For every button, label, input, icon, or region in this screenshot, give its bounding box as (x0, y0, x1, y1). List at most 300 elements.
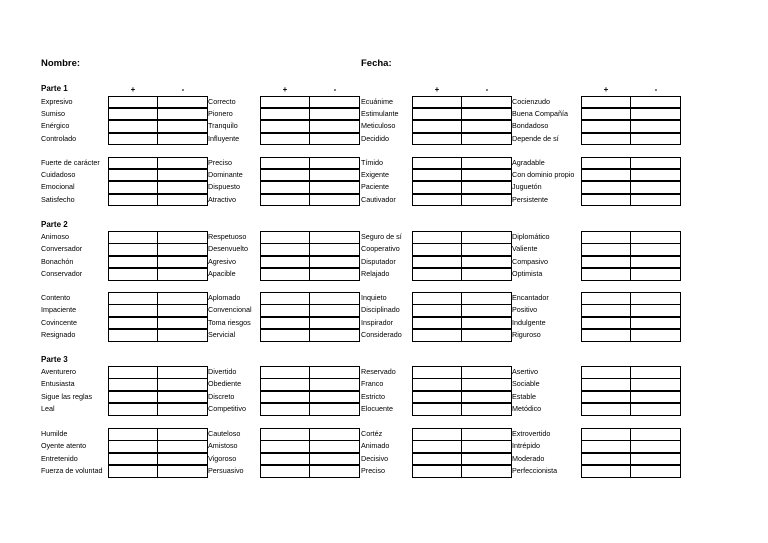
plus-score-cell[interactable] (412, 292, 462, 305)
minus-score-cell[interactable] (461, 329, 512, 342)
trait-word: Divertido (208, 367, 237, 376)
trait-word: Inspirador (361, 317, 393, 327)
plus-score-cell[interactable] (260, 428, 310, 441)
plus-score-cell[interactable] (260, 329, 310, 342)
plus-score-cell[interactable] (581, 403, 631, 416)
plus-score-cell[interactable] (108, 453, 158, 466)
trait-word: Cortéz (361, 429, 383, 438)
minus-score-cell[interactable] (157, 157, 208, 170)
trait-word: Persistente (512, 194, 548, 204)
minus-column-label: - (333, 85, 337, 94)
minus-score-cell[interactable] (461, 403, 512, 416)
part-title: Parte 2 (41, 220, 68, 229)
minus-score-cell[interactable] (309, 157, 360, 170)
plus-score-cell[interactable] (581, 317, 631, 330)
minus-score-cell[interactable] (461, 317, 512, 330)
minus-score-cell[interactable] (309, 329, 360, 342)
minus-score-cell[interactable] (630, 243, 681, 256)
minus-score-cell[interactable] (461, 231, 512, 244)
trait-word: Resignado (41, 330, 76, 340)
plus-score-cell[interactable] (581, 108, 631, 121)
trait-word: Humilde (41, 429, 68, 438)
plus-score-cell[interactable] (260, 440, 310, 453)
minus-score-cell[interactable] (157, 96, 208, 109)
plus-score-cell[interactable] (412, 96, 462, 109)
trait-word: Discreto (208, 391, 235, 401)
trait-word: Amistoso (208, 441, 238, 451)
minus-score-cell[interactable] (461, 96, 512, 109)
trait-word: Dispuesto (208, 182, 240, 192)
minus-score-cell[interactable] (461, 108, 512, 121)
plus-score-cell[interactable] (260, 133, 310, 146)
plus-score-cell[interactable] (581, 378, 631, 391)
trait-word: Agradable (512, 157, 545, 167)
trait-word: Metódico (512, 404, 542, 414)
plus-score-cell[interactable] (260, 304, 310, 317)
minus-score-cell[interactable] (309, 133, 360, 146)
minus-score-cell[interactable] (309, 317, 360, 330)
minus-score-cell[interactable] (157, 403, 208, 416)
trait-word: Conservador (41, 269, 83, 279)
trait-word: Servicial (208, 330, 236, 340)
minus-score-cell[interactable] (309, 120, 360, 133)
plus-score-cell[interactable] (108, 108, 158, 121)
minus-score-cell[interactable] (157, 169, 208, 182)
trait-word: Cocienzudo (512, 96, 550, 106)
plus-score-cell[interactable] (581, 329, 631, 342)
minus-score-cell[interactable] (630, 465, 681, 478)
trait-word: Obediente (208, 379, 242, 389)
plus-column-label: + (282, 85, 288, 94)
minus-score-cell[interactable] (309, 169, 360, 182)
trait-word: Con dominio propio (512, 169, 575, 179)
trait-word: Buena Compañía (512, 108, 568, 118)
minus-score-cell[interactable] (157, 133, 208, 146)
plus-score-cell[interactable] (412, 403, 462, 416)
trait-word: Disciplinado (361, 305, 400, 315)
plus-column-label: + (130, 85, 136, 94)
trait-word: Juguetón (512, 182, 542, 192)
trait-word: Pionero (208, 108, 233, 118)
trait-word: Relajado (361, 269, 390, 279)
plus-score-cell[interactable] (260, 403, 310, 416)
trait-word: Bonachón (41, 256, 74, 266)
plus-column-label: + (434, 85, 440, 94)
trait-word: Competitivo (208, 404, 246, 414)
minus-score-cell[interactable] (309, 194, 360, 207)
trait-word: Estimulante (361, 108, 399, 118)
minus-score-cell[interactable] (461, 428, 512, 441)
plus-score-cell[interactable] (108, 317, 158, 330)
minus-score-cell[interactable] (309, 181, 360, 194)
trait-word: Toma riesgos (208, 317, 251, 327)
plus-score-cell[interactable] (260, 292, 310, 305)
trait-word: Sociable (512, 379, 540, 389)
part-title: Parte 1 (41, 84, 68, 93)
plus-score-cell[interactable] (581, 428, 631, 441)
minus-score-cell[interactable] (157, 453, 208, 466)
trait-word: Estricto (361, 391, 385, 401)
trait-word: Animado (361, 441, 390, 451)
plus-score-cell[interactable] (108, 329, 158, 342)
trait-word: Cautivador (361, 194, 396, 204)
trait-word: Estable (512, 391, 536, 401)
minus-score-cell[interactable] (630, 96, 681, 109)
minus-score-cell[interactable] (630, 169, 681, 182)
plus-score-cell[interactable] (581, 292, 631, 305)
minus-score-cell[interactable] (309, 378, 360, 391)
minus-score-cell[interactable] (309, 453, 360, 466)
date-label: Fecha: (361, 58, 392, 69)
trait-word: Depende de sí (512, 133, 559, 143)
minus-score-cell[interactable] (157, 304, 208, 317)
minus-score-cell[interactable] (630, 403, 681, 416)
plus-score-cell[interactable] (412, 366, 462, 379)
plus-score-cell[interactable] (260, 378, 310, 391)
plus-score-cell[interactable] (412, 453, 462, 466)
plus-score-cell[interactable] (581, 231, 631, 244)
plus-score-cell[interactable] (260, 194, 310, 207)
plus-score-cell[interactable] (581, 465, 631, 478)
plus-score-cell[interactable] (108, 256, 158, 269)
trait-word: Impaciente (41, 305, 77, 315)
minus-score-cell[interactable] (461, 440, 512, 453)
plus-score-cell[interactable] (260, 317, 310, 330)
minus-score-cell[interactable] (157, 231, 208, 244)
minus-score-cell[interactable] (461, 120, 512, 133)
trait-word: Covincente (41, 317, 77, 327)
minus-score-cell[interactable] (309, 96, 360, 109)
minus-score-cell[interactable] (157, 268, 208, 281)
plus-score-cell[interactable] (108, 391, 158, 404)
plus-score-cell[interactable] (581, 133, 631, 146)
plus-score-cell[interactable] (260, 453, 310, 466)
minus-score-cell[interactable] (630, 329, 681, 342)
trait-word: Contento (41, 293, 71, 302)
minus-score-cell[interactable] (630, 194, 681, 207)
plus-score-cell[interactable] (260, 108, 310, 121)
plus-score-cell[interactable] (260, 157, 310, 170)
trait-word: Correcto (208, 96, 236, 106)
minus-score-cell[interactable] (461, 243, 512, 256)
trait-word: Encantador (512, 293, 549, 302)
plus-score-cell[interactable] (108, 96, 158, 109)
part-title: Parte 3 (41, 355, 68, 364)
minus-score-cell[interactable] (630, 231, 681, 244)
plus-score-cell[interactable] (108, 268, 158, 281)
trait-word: Atractivo (208, 194, 236, 204)
plus-score-cell[interactable] (412, 231, 462, 244)
minus-score-cell[interactable] (630, 440, 681, 453)
minus-score-cell[interactable] (309, 243, 360, 256)
minus-score-cell[interactable] (461, 169, 512, 182)
trait-word: Elocuente (361, 404, 393, 414)
trait-word: Decisivo (361, 453, 389, 463)
plus-score-cell[interactable] (260, 391, 310, 404)
minus-score-cell[interactable] (309, 268, 360, 281)
minus-score-cell[interactable] (157, 440, 208, 453)
trait-word: Considerado (361, 330, 402, 340)
plus-score-cell[interactable] (260, 465, 310, 478)
plus-score-cell[interactable] (108, 366, 158, 379)
trait-word: Positivo (512, 305, 538, 315)
minus-score-cell[interactable] (157, 181, 208, 194)
trait-word: Paciente (361, 182, 389, 192)
minus-score-cell[interactable] (309, 465, 360, 478)
trait-word: Persuasivo (208, 466, 244, 476)
minus-score-cell[interactable] (157, 465, 208, 478)
plus-score-cell[interactable] (108, 120, 158, 133)
plus-score-cell[interactable] (581, 440, 631, 453)
plus-score-cell[interactable] (108, 194, 158, 207)
plus-score-cell[interactable] (412, 428, 462, 441)
trait-word: Aplomado (208, 293, 241, 302)
trait-word: Oyente atento (41, 441, 87, 451)
trait-word: Reservado (361, 367, 396, 376)
minus-score-cell[interactable] (157, 243, 208, 256)
trait-word: Enérgico (41, 121, 70, 131)
minus-score-cell[interactable] (157, 292, 208, 305)
minus-score-cell[interactable] (157, 391, 208, 404)
trait-word: Controlado (41, 133, 77, 143)
trait-word: Leal (41, 404, 55, 414)
trait-word: Fuerte de carácter (41, 157, 100, 167)
plus-score-cell[interactable] (412, 391, 462, 404)
plus-score-cell[interactable] (260, 120, 310, 133)
trait-word: Agresivo (208, 256, 236, 266)
plus-score-cell[interactable] (581, 366, 631, 379)
plus-score-cell[interactable] (260, 366, 310, 379)
plus-score-cell[interactable] (260, 96, 310, 109)
minus-score-cell[interactable] (309, 231, 360, 244)
plus-score-cell[interactable] (581, 453, 631, 466)
minus-score-cell[interactable] (157, 329, 208, 342)
plus-score-cell[interactable] (412, 181, 462, 194)
plus-score-cell[interactable] (108, 181, 158, 194)
trait-word: Emocional (41, 182, 75, 192)
minus-score-cell[interactable] (461, 256, 512, 269)
minus-score-cell[interactable] (630, 378, 681, 391)
minus-score-cell[interactable] (461, 366, 512, 379)
plus-score-cell[interactable] (108, 465, 158, 478)
minus-score-cell[interactable] (630, 108, 681, 121)
minus-score-cell[interactable] (157, 366, 208, 379)
trait-word: Riguroso (512, 330, 541, 340)
trait-word: Asertivo (512, 367, 538, 376)
trait-word: Sumiso (41, 108, 65, 118)
plus-score-cell[interactable] (108, 231, 158, 244)
plus-score-cell[interactable] (412, 108, 462, 121)
minus-score-cell[interactable] (630, 304, 681, 317)
plus-score-cell[interactable] (108, 292, 158, 305)
trait-word: Extrovertido (512, 429, 551, 438)
plus-score-cell[interactable] (260, 243, 310, 256)
plus-score-cell[interactable] (260, 231, 310, 244)
plus-score-cell[interactable] (581, 157, 631, 170)
minus-score-cell[interactable] (630, 453, 681, 466)
minus-score-cell[interactable] (630, 133, 681, 146)
minus-score-cell[interactable] (309, 108, 360, 121)
minus-column-label: - (485, 85, 489, 94)
plus-score-cell[interactable] (108, 169, 158, 182)
trait-word: Entusiasta (41, 379, 75, 389)
trait-word: Cooperativo (361, 244, 400, 254)
trait-word: Inquieto (361, 293, 387, 302)
plus-score-cell[interactable] (108, 304, 158, 317)
minus-score-cell[interactable] (630, 181, 681, 194)
trait-word: Satisfecho (41, 194, 75, 204)
plus-score-cell[interactable] (260, 169, 310, 182)
plus-score-cell[interactable] (581, 194, 631, 207)
trait-word: Apacible (208, 269, 236, 279)
minus-score-cell[interactable] (309, 403, 360, 416)
minus-score-cell[interactable] (630, 428, 681, 441)
trait-word: Bondadoso (512, 121, 549, 131)
plus-score-cell[interactable] (581, 268, 631, 281)
plus-score-cell[interactable] (581, 169, 631, 182)
plus-score-cell[interactable] (108, 378, 158, 391)
trait-word: Indulgente (512, 317, 546, 327)
trait-word: Aventurero (41, 367, 77, 376)
trait-word: Conversador (41, 244, 83, 254)
minus-score-cell[interactable] (461, 378, 512, 391)
trait-word: Cauteloso (208, 429, 241, 438)
trait-word: Expresivo (41, 96, 73, 106)
trait-word: Franco (361, 379, 384, 389)
minus-score-cell[interactable] (157, 256, 208, 269)
plus-score-cell[interactable] (108, 428, 158, 441)
plus-score-cell[interactable] (412, 133, 462, 146)
plus-score-cell[interactable] (581, 256, 631, 269)
plus-score-cell[interactable] (581, 391, 631, 404)
trait-word: Respetuoso (208, 232, 247, 241)
plus-score-cell[interactable] (412, 465, 462, 478)
trait-word: Seguro de sí (361, 232, 402, 241)
trait-word: Animoso (41, 232, 69, 241)
minus-score-cell[interactable] (309, 366, 360, 379)
plus-score-cell[interactable] (108, 440, 158, 453)
trait-word: Compasivo (512, 256, 548, 266)
minus-score-cell[interactable] (157, 317, 208, 330)
trait-word: Vigoroso (208, 453, 237, 463)
plus-score-cell[interactable] (581, 181, 631, 194)
trait-word: Decidido (361, 133, 389, 143)
plus-score-cell[interactable] (108, 157, 158, 170)
minus-column-label: - (654, 85, 658, 94)
name-label: Nombre: (41, 58, 81, 69)
plus-score-cell[interactable] (581, 304, 631, 317)
minus-score-cell[interactable] (309, 256, 360, 269)
minus-score-cell[interactable] (157, 120, 208, 133)
minus-score-cell[interactable] (157, 378, 208, 391)
minus-score-cell[interactable] (461, 268, 512, 281)
trait-word: Preciso (208, 157, 232, 167)
plus-score-cell[interactable] (108, 243, 158, 256)
minus-score-cell[interactable] (157, 108, 208, 121)
plus-score-cell[interactable] (581, 120, 631, 133)
minus-score-cell[interactable] (309, 440, 360, 453)
minus-score-cell[interactable] (630, 391, 681, 404)
plus-score-cell[interactable] (412, 378, 462, 391)
minus-score-cell[interactable] (461, 157, 512, 170)
trait-word: Meticuloso (361, 121, 396, 131)
minus-score-cell[interactable] (630, 120, 681, 133)
trait-word: Convencional (208, 305, 252, 315)
trait-word: Ecuánime (361, 96, 393, 106)
minus-score-cell[interactable] (630, 292, 681, 305)
minus-score-cell[interactable] (461, 194, 512, 207)
minus-score-cell[interactable] (630, 317, 681, 330)
plus-score-cell[interactable] (412, 440, 462, 453)
trait-word: Diplomático (512, 232, 550, 241)
trait-word: Preciso (361, 466, 385, 476)
minus-column-label: - (181, 85, 185, 94)
trait-word: Tímido (361, 157, 383, 167)
plus-score-cell[interactable] (260, 268, 310, 281)
plus-score-cell[interactable] (581, 96, 631, 109)
minus-score-cell[interactable] (630, 366, 681, 379)
plus-score-cell[interactable] (412, 157, 462, 170)
minus-score-cell[interactable] (630, 157, 681, 170)
minus-score-cell[interactable] (157, 194, 208, 207)
plus-score-cell[interactable] (260, 181, 310, 194)
minus-score-cell[interactable] (461, 391, 512, 404)
minus-score-cell[interactable] (461, 292, 512, 305)
plus-score-cell[interactable] (412, 169, 462, 182)
minus-score-cell[interactable] (309, 428, 360, 441)
trait-word: Valiente (512, 244, 538, 254)
trait-word: Dominante (208, 169, 243, 179)
plus-score-cell[interactable] (412, 329, 462, 342)
trait-word: Cuidadoso (41, 169, 76, 179)
trait-word: Intrépido (512, 441, 540, 451)
plus-score-cell[interactable] (581, 243, 631, 256)
minus-score-cell[interactable] (461, 465, 512, 478)
minus-score-cell[interactable] (461, 133, 512, 146)
minus-score-cell[interactable] (630, 268, 681, 281)
trait-word: Sigue las reglas (41, 391, 93, 401)
plus-column-label: + (603, 85, 609, 94)
trait-word: Influyente (208, 133, 240, 143)
minus-score-cell[interactable] (309, 292, 360, 305)
trait-word: Tranquilo (208, 121, 238, 131)
trait-word: Moderado (512, 453, 545, 463)
minus-score-cell[interactable] (157, 428, 208, 441)
plus-score-cell[interactable] (108, 133, 158, 146)
trait-word: Exigente (361, 169, 389, 179)
plus-score-cell[interactable] (412, 317, 462, 330)
minus-score-cell[interactable] (461, 453, 512, 466)
plus-score-cell[interactable] (412, 194, 462, 207)
trait-word: Fuerza de voluntad (41, 466, 103, 476)
minus-score-cell[interactable] (461, 304, 512, 317)
plus-score-cell[interactable] (260, 256, 310, 269)
trait-word: Disputador (361, 256, 396, 266)
minus-score-cell[interactable] (309, 391, 360, 404)
plus-score-cell[interactable] (412, 256, 462, 269)
minus-score-cell[interactable] (630, 256, 681, 269)
trait-word: Entretenido (41, 453, 78, 463)
minus-score-cell[interactable] (461, 181, 512, 194)
trait-word: Desenvuelto (208, 244, 248, 254)
plus-score-cell[interactable] (412, 120, 462, 133)
plus-score-cell[interactable] (108, 403, 158, 416)
plus-score-cell[interactable] (412, 268, 462, 281)
plus-score-cell[interactable] (412, 304, 462, 317)
plus-score-cell[interactable] (412, 243, 462, 256)
minus-score-cell[interactable] (309, 304, 360, 317)
trait-word: Perfeccionista (512, 466, 558, 476)
